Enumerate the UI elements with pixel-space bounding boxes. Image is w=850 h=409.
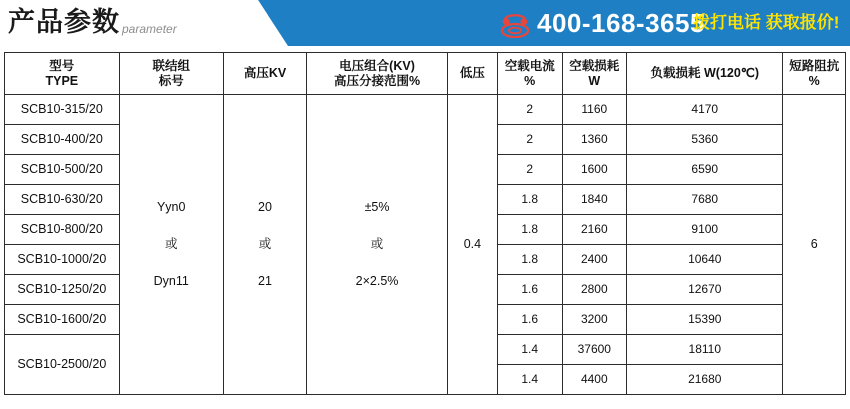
cell-impedance: 6 (783, 95, 846, 395)
column-header-impedance-line2: % (808, 73, 820, 88)
column-header-no-load-loss (562, 53, 627, 95)
contact-phone-number: 400-168-3655 (537, 8, 705, 38)
cell-connection-group (119, 95, 223, 395)
column-header-load-loss-line1: 负载损耗 W(120℃) (650, 66, 760, 80)
cell-load-loss: 7680 (627, 185, 783, 215)
cell-no-load-loss: 1840 (562, 185, 627, 215)
cell-load-loss: 9100 (627, 215, 783, 245)
cell-no-load-current: 1.8 (497, 245, 562, 275)
cell-load-loss: 15390 (627, 305, 783, 335)
column-header-voltage-combo-line1: 电压组合(KV) (339, 58, 415, 73)
cell-load-loss: 18110 (627, 335, 783, 365)
hv-line-2: 或 (258, 237, 272, 251)
page-subtitle: parameter (122, 22, 177, 36)
hv-line-1: 20 (258, 200, 272, 214)
cell-model: SCB10-500/20 (5, 155, 120, 185)
cell-load-loss: 6590 (627, 155, 783, 185)
column-header-connection-line1: 联结组 (152, 58, 190, 73)
cell-no-load-current: 2 (497, 155, 562, 185)
connection-line-1: Yyn0 (156, 200, 186, 214)
cell-model: SCB10-315/20 (5, 95, 120, 125)
column-header-hv-line1: 高压KV (243, 66, 287, 80)
voltage-combo-line-2: 或 (370, 237, 384, 251)
column-header-load-loss (627, 53, 783, 95)
table-header-row (5, 53, 846, 95)
cell-model: SCB10-1000/20 (5, 245, 120, 275)
column-header-lv-line1: 低压 (459, 66, 485, 80)
column-header-voltage-combo-line2: 高压分接范围% (333, 73, 421, 88)
telephone-icon (500, 8, 530, 38)
cell-load-loss: 12670 (627, 275, 783, 305)
hv-line-3: 21 (258, 274, 272, 288)
cell-model: SCB10-2500/20 (5, 335, 120, 395)
connection-line-2: 或 (164, 237, 178, 251)
cell-no-load-current: 2 (497, 95, 562, 125)
cell-no-load-current: 1.4 (497, 365, 562, 395)
cell-voltage-combo (307, 95, 448, 395)
cell-no-load-current: 1.6 (497, 275, 562, 305)
column-header-connection-line2: 标号 (158, 73, 184, 88)
cell-model: SCB10-1600/20 (5, 305, 120, 335)
cell-no-load-loss: 2400 (562, 245, 627, 275)
cell-no-load-loss: 1600 (562, 155, 627, 185)
cell-no-load-current: 1.4 (497, 335, 562, 365)
cell-no-load-loss: 1160 (562, 95, 627, 125)
cell-load-loss: 10640 (627, 245, 783, 275)
voltage-combo-line-1: ±5% (364, 200, 390, 214)
call-to-action-text: 拨打电话 获取报价! (693, 13, 840, 32)
column-header-no-load-loss-line1: 空载损耗 (569, 58, 620, 73)
page-header-banner (0, 0, 850, 46)
column-header-voltage-combo (307, 53, 448, 95)
column-header-type (5, 53, 120, 95)
cell-no-load-loss: 37600 (562, 335, 627, 365)
cell-no-load-current: 2 (497, 125, 562, 155)
column-header-lv (447, 53, 497, 95)
cell-no-load-loss: 4400 (562, 365, 627, 395)
cell-no-load-current: 1.6 (497, 305, 562, 335)
spec-table-container (0, 46, 850, 395)
cell-load-loss: 5360 (627, 125, 783, 155)
column-header-no-load-current-line2: % (524, 73, 536, 88)
column-header-no-load-current-line1: 空载电流 (504, 58, 555, 73)
column-header-no-load-loss-line2: W (588, 73, 601, 88)
specification-table (4, 52, 846, 395)
cell-model: SCB10-800/20 (5, 215, 120, 245)
column-header-hv (223, 53, 306, 95)
cell-no-load-loss: 2160 (562, 215, 627, 245)
cell-model: SCB10-400/20 (5, 125, 120, 155)
cell-lv: 0.4 (447, 95, 497, 395)
voltage-combo-line-3: 2×2.5% (355, 274, 399, 288)
cell-no-load-loss: 3200 (562, 305, 627, 335)
table-row (5, 95, 846, 125)
cell-no-load-current: 1.8 (497, 185, 562, 215)
connection-line-3: Dyn11 (153, 274, 189, 288)
page-title: 产品参数 (8, 7, 120, 37)
cell-hv (223, 95, 306, 395)
column-header-type-line2: TYPE (45, 73, 79, 88)
cell-model: SCB10-630/20 (5, 185, 120, 215)
column-header-no-load-current (497, 53, 562, 95)
column-header-connection (119, 53, 223, 95)
cell-no-load-loss: 1360 (562, 125, 627, 155)
column-header-impedance-line1: 短路阻抗 (789, 58, 840, 73)
column-header-impedance (783, 53, 846, 95)
cell-no-load-loss: 2800 (562, 275, 627, 305)
cell-load-loss: 4170 (627, 95, 783, 125)
column-header-type-line1: 型号 (49, 58, 75, 73)
cell-model: SCB10-1250/20 (5, 275, 120, 305)
cell-load-loss: 21680 (627, 365, 783, 395)
cell-no-load-current: 1.8 (497, 215, 562, 245)
